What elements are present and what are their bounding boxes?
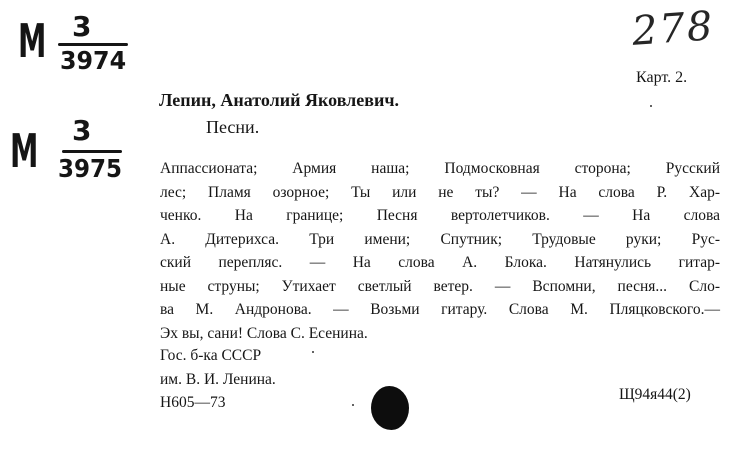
inventory-number: 278: [630, 3, 716, 55]
contents-line: ченко. На границе; Песня вертолетчиков. — На слова: [160, 207, 720, 224]
holding-library: [160, 344, 276, 415]
contents-line: Аппассионата; Армия наша; Подмосковная сторона; Русский: [160, 160, 720, 177]
contents-line: лес; Пламя озорное; Ты или не ты? — На слова Р. Хар-: [160, 183, 720, 201]
classification-code: Щ94я44(2): [619, 386, 691, 403]
contents-line: ский перепляс. — На слова А. Блока. Натянулись гитар-: [160, 254, 720, 271]
contents-paragraph: [160, 157, 720, 345]
library-name: Гос. б-ка СССР: [160, 347, 262, 364]
ink-speck: [312, 351, 314, 353]
call-number-2-bottom: 3975: [58, 154, 123, 183]
author-heading: Лепин, Анатолий Яковлевич.: [159, 90, 400, 110]
ink-speck: [352, 404, 354, 406]
library-name-continued: им. В. И. Ленина.: [160, 370, 276, 388]
contents-line: ные струны; Утихает светлый ветер. — Вспомни, песня... Сло-: [160, 277, 720, 295]
ink-speck: [650, 105, 652, 107]
work-title: Песни.: [206, 117, 260, 137]
order-number: Н605—73: [160, 394, 226, 411]
card-number: Карт. 2.: [636, 69, 688, 86]
call-number-2-top: 3: [72, 114, 92, 147]
contents-line: А. Дитерихса. Три имени; Спутник; Трудовые руки; Рус-: [160, 230, 720, 248]
contents-line: Эх вы, сани! Слова С. Есенина.: [160, 324, 368, 342]
call-number-1-top: 3: [72, 10, 92, 43]
call-number-2-mark: M: [10, 124, 38, 178]
call-number-1-bottom: 3974: [60, 46, 127, 75]
punch-hole: [371, 386, 409, 430]
contents-line: ва М. Андронова. — Возьми гитару. Слова М. Пляцковского.—: [160, 301, 720, 318]
call-number-2-fraction-line: [62, 150, 122, 153]
call-number-1-mark: M: [18, 14, 46, 68]
